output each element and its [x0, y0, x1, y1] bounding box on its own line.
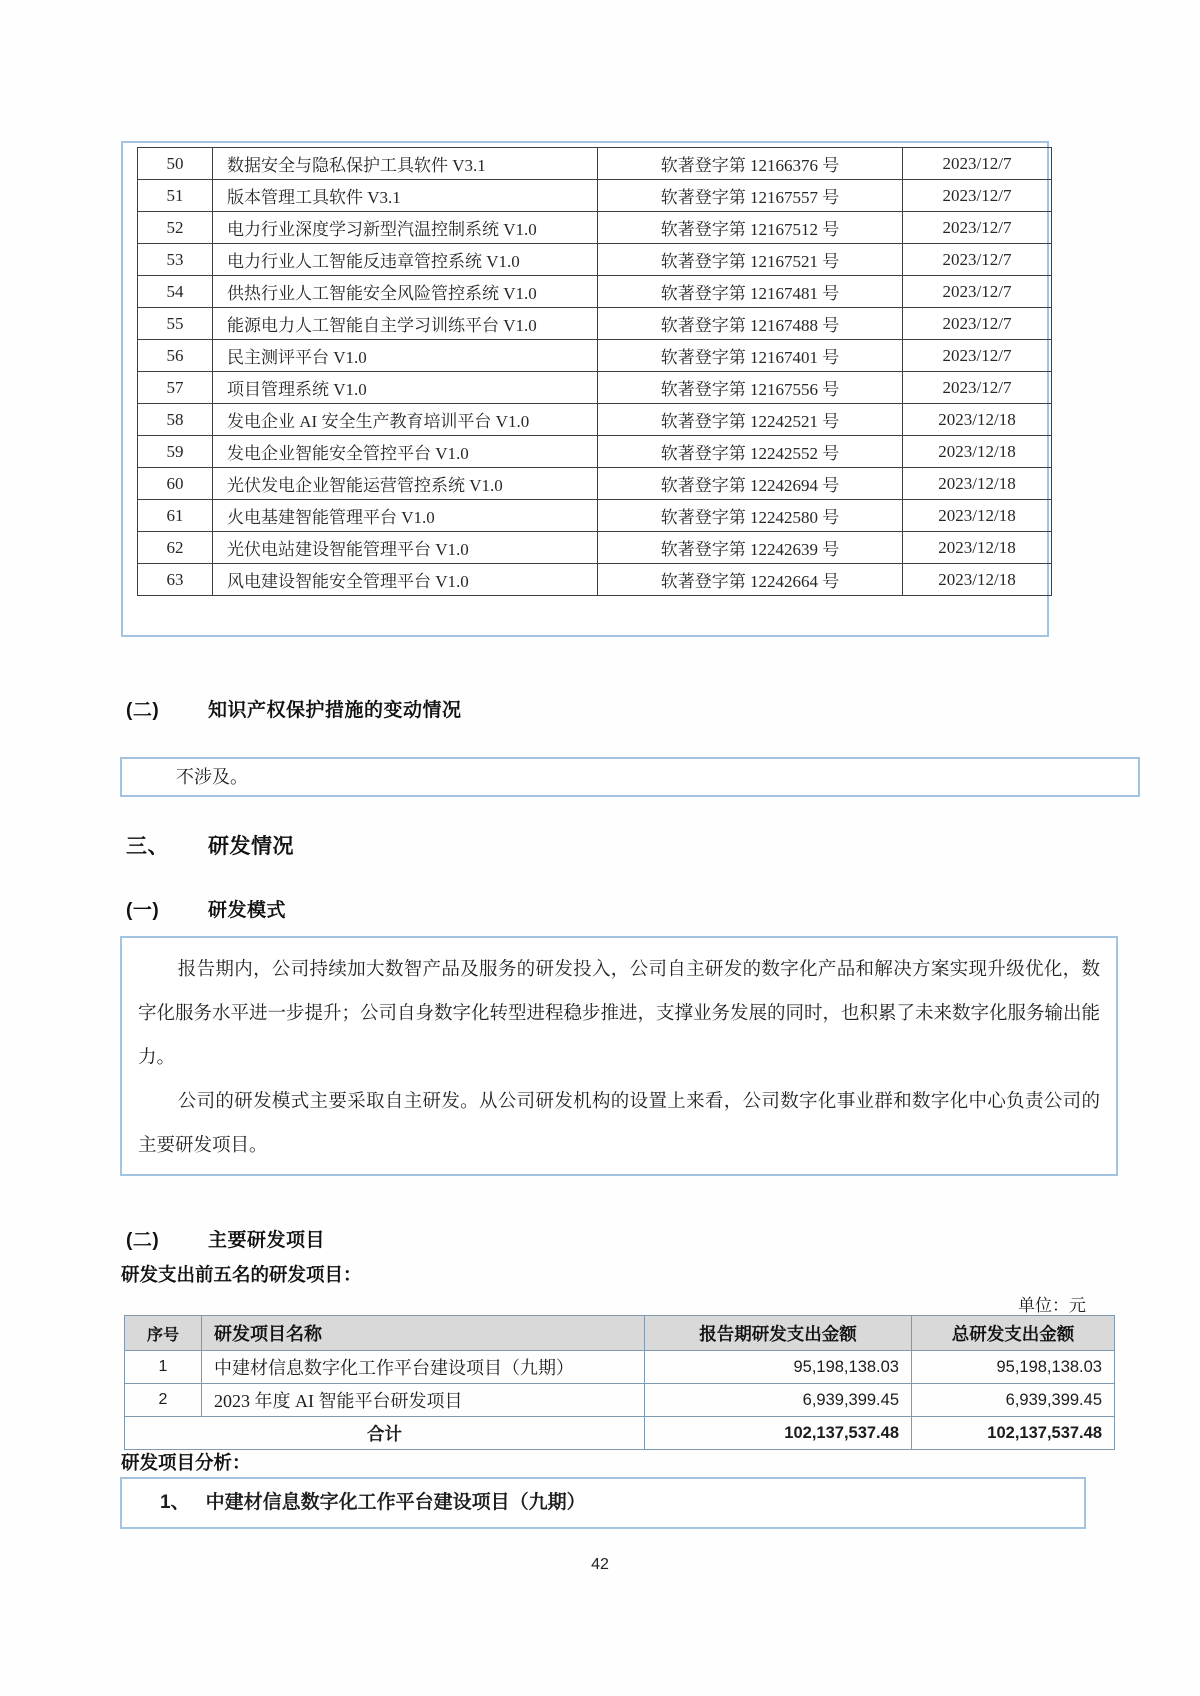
table-row [138, 500, 1052, 532]
unit-label: 单位：元 [1018, 1296, 1086, 1315]
cell-date: 2023/12/18 [903, 436, 1052, 468]
cell-number: 63 [138, 564, 213, 596]
analysis-item-number: 1、 [160, 1492, 190, 1513]
cell-software-name: 版本管理工具软件 V3.1 [213, 180, 598, 212]
cell-software-name: 发电企业 AI 安全生产教育培训平台 V1.0 [213, 404, 598, 436]
header-cell-total: 总研发支出金额 [912, 1316, 1115, 1351]
cell-number: 52 [138, 212, 213, 244]
cell-number: 50 [138, 148, 213, 180]
table-row [138, 404, 1052, 436]
cell-registration-no: 软著登字第 12242639 号 [598, 532, 903, 564]
cell-date: 2023/12/18 [903, 532, 1052, 564]
cell-registration-no: 软著登字第 12242664 号 [598, 564, 903, 596]
cell-number: 60 [138, 468, 213, 500]
cell-date: 2023/12/7 [903, 148, 1052, 180]
cell-registration-no: 软著登字第 12242521 号 [598, 404, 903, 436]
total-label: 合计 [125, 1417, 645, 1450]
cell-registration-no: 软著登字第 12167556 号 [598, 372, 903, 404]
cell-registration-no: 软著登字第 12167488 号 [598, 308, 903, 340]
cell-number: 57 [138, 372, 213, 404]
cell-software-name: 光伏发电企业智能运营管控系统 V1.0 [213, 468, 598, 500]
table-row [138, 340, 1052, 372]
cell-registration-no: 软著登字第 12242552 号 [598, 436, 903, 468]
rd-expense-table [124, 1315, 1115, 1450]
rd-expense-table-body [125, 1351, 1115, 1417]
rd-expense-table-foot [125, 1417, 1115, 1450]
analysis-item-title: 中建材信息数字化工作平台建设项目（九期） [205, 1492, 586, 1513]
cell-number: 61 [138, 500, 213, 532]
cell-number: 56 [138, 340, 213, 372]
cell-number: 58 [138, 404, 213, 436]
total-period-amount: 102,137,537.48 [645, 1417, 912, 1450]
section-title: 主要研发项目 [208, 1230, 326, 1251]
rd-analysis-label: 研发项目分析： [121, 1452, 251, 1473]
header-row [125, 1316, 1115, 1351]
software-copyright-table-body [138, 148, 1052, 596]
cell-number: 62 [138, 532, 213, 564]
cell-registration-no: 软著登字第 12167401 号 [598, 340, 903, 372]
cell-date: 2023/12/7 [903, 212, 1052, 244]
cell-date: 2023/12/7 [903, 372, 1052, 404]
cell-number: 54 [138, 276, 213, 308]
cell-registration-no: 软著登字第 12167557 号 [598, 180, 903, 212]
cell-software-name: 供热行业人工智能安全风险管控系统 V1.0 [213, 276, 598, 308]
page-number: 42 [591, 1556, 609, 1573]
cell-period-amount: 6,939,399.45 [645, 1384, 912, 1417]
rd-mode-paragraph-box [120, 936, 1118, 1176]
rd-mode-paragraph-2: 公司的研发模式主要采取自主研发。从公司研发机构的设置上来看，公司数字化事业群和数字化中心负责公司的主要研发项目。 [138, 1092, 1100, 1156]
not-applicable-text: 不涉及。 [176, 767, 248, 787]
cell-registration-no: 软著登字第 12166376 号 [598, 148, 903, 180]
cell-number: 53 [138, 244, 213, 276]
header-cell-no: 序号 [125, 1316, 202, 1351]
section-title: 知识产权保护措施的变动情况 [208, 700, 462, 721]
cell-registration-no: 软著登字第 12242694 号 [598, 468, 903, 500]
cell-software-name: 电力行业人工智能反违章管控系统 V1.0 [213, 244, 598, 276]
table-row [138, 468, 1052, 500]
total-total-amount: 102,137,537.48 [912, 1417, 1115, 1450]
section-number: 三、 [126, 835, 169, 858]
software-copyright-table-frame [121, 141, 1049, 637]
cell-date: 2023/12/7 [903, 340, 1052, 372]
table-row [138, 180, 1052, 212]
table-row [138, 532, 1052, 564]
cell-software-name: 数据安全与隐私保护工具软件 V3.1 [213, 148, 598, 180]
cell-software-name: 风电建设智能安全管理平台 V1.0 [213, 564, 598, 596]
table-row [138, 212, 1052, 244]
cell-date: 2023/12/7 [903, 244, 1052, 276]
cell-number: 55 [138, 308, 213, 340]
cell-number: 51 [138, 180, 213, 212]
cell-software-name: 电力行业深度学习新型汽温控制系统 V1.0 [213, 212, 598, 244]
cell-period-amount: 95,198,138.03 [645, 1351, 912, 1384]
not-applicable-box [120, 757, 1140, 797]
cell-date: 2023/12/7 [903, 276, 1052, 308]
section-heading-ip-change [126, 695, 462, 722]
total-row [125, 1417, 1115, 1450]
cell-total-amount: 95,198,138.03 [912, 1351, 1115, 1384]
cell-total-amount: 6,939,399.45 [912, 1384, 1115, 1417]
cell-software-name: 能源电力人工智能自主学习训练平台 V1.0 [213, 308, 598, 340]
cell-project-name: 2023 年度 AI 智能平台研发项目 [202, 1384, 645, 1417]
cell-software-name: 火电基建智能管理平台 V1.0 [213, 500, 598, 532]
section-heading-rd [126, 830, 294, 860]
table-row [138, 564, 1052, 596]
section-number: (二) [126, 700, 160, 721]
cell-registration-no: 软著登字第 12167521 号 [598, 244, 903, 276]
cell-number: 1 [125, 1351, 202, 1384]
section-number: (一) [126, 900, 160, 921]
software-copyright-table [137, 147, 1052, 596]
section-heading-rd-mode [126, 895, 286, 922]
cell-software-name: 光伏电站建设智能管理平台 V1.0 [213, 532, 598, 564]
section-title: 研发模式 [208, 900, 287, 921]
rd-mode-paragraph-1: 报告期内，公司持续加大数智产品及服务的研发投入，公司自主研发的数字化产品和解决方案实现升级优化，数字化服务水平进一步提升；公司自身数字化转型进程稳步推进，支撑业务发展的同时，也积累了未来数字化服务输出能力。 [138, 960, 1101, 1068]
cell-registration-no: 软著登字第 12242580 号 [598, 500, 903, 532]
cell-date: 2023/12/18 [903, 468, 1052, 500]
section-title: 研发情况 [208, 835, 294, 858]
table-row [138, 148, 1052, 180]
cell-software-name: 民主测评平台 V1.0 [213, 340, 598, 372]
table-row [138, 372, 1052, 404]
cell-software-name: 发电企业智能安全管控平台 V1.0 [213, 436, 598, 468]
cell-date: 2023/12/18 [903, 500, 1052, 532]
cell-date: 2023/12/7 [903, 308, 1052, 340]
rd-top5-subtitle: 研发支出前五名的研发项目： [121, 1264, 362, 1285]
cell-registration-no: 软著登字第 12167512 号 [598, 212, 903, 244]
table-row [138, 244, 1052, 276]
cell-number: 59 [138, 436, 213, 468]
rd-analysis-item-box [120, 1477, 1086, 1529]
table-row [138, 308, 1052, 340]
table-row [125, 1351, 1115, 1384]
section-heading-rd-projects [126, 1225, 325, 1252]
cell-registration-no: 软著登字第 12167481 号 [598, 276, 903, 308]
cell-project-name: 中建材信息数字化工作平台建设项目（九期） [202, 1351, 645, 1384]
section-number: (二) [126, 1230, 160, 1251]
header-cell-name: 研发项目名称 [202, 1316, 645, 1351]
rd-expense-table-head [125, 1316, 1115, 1351]
cell-number: 2 [125, 1384, 202, 1417]
table-row [125, 1384, 1115, 1417]
table-row [138, 276, 1052, 308]
cell-date: 2023/12/7 [903, 180, 1052, 212]
cell-date: 2023/12/18 [903, 564, 1052, 596]
header-cell-period: 报告期研发支出金额 [645, 1316, 912, 1351]
table-row [138, 436, 1052, 468]
cell-software-name: 项目管理系统 V1.0 [213, 372, 598, 404]
cell-date: 2023/12/18 [903, 404, 1052, 436]
